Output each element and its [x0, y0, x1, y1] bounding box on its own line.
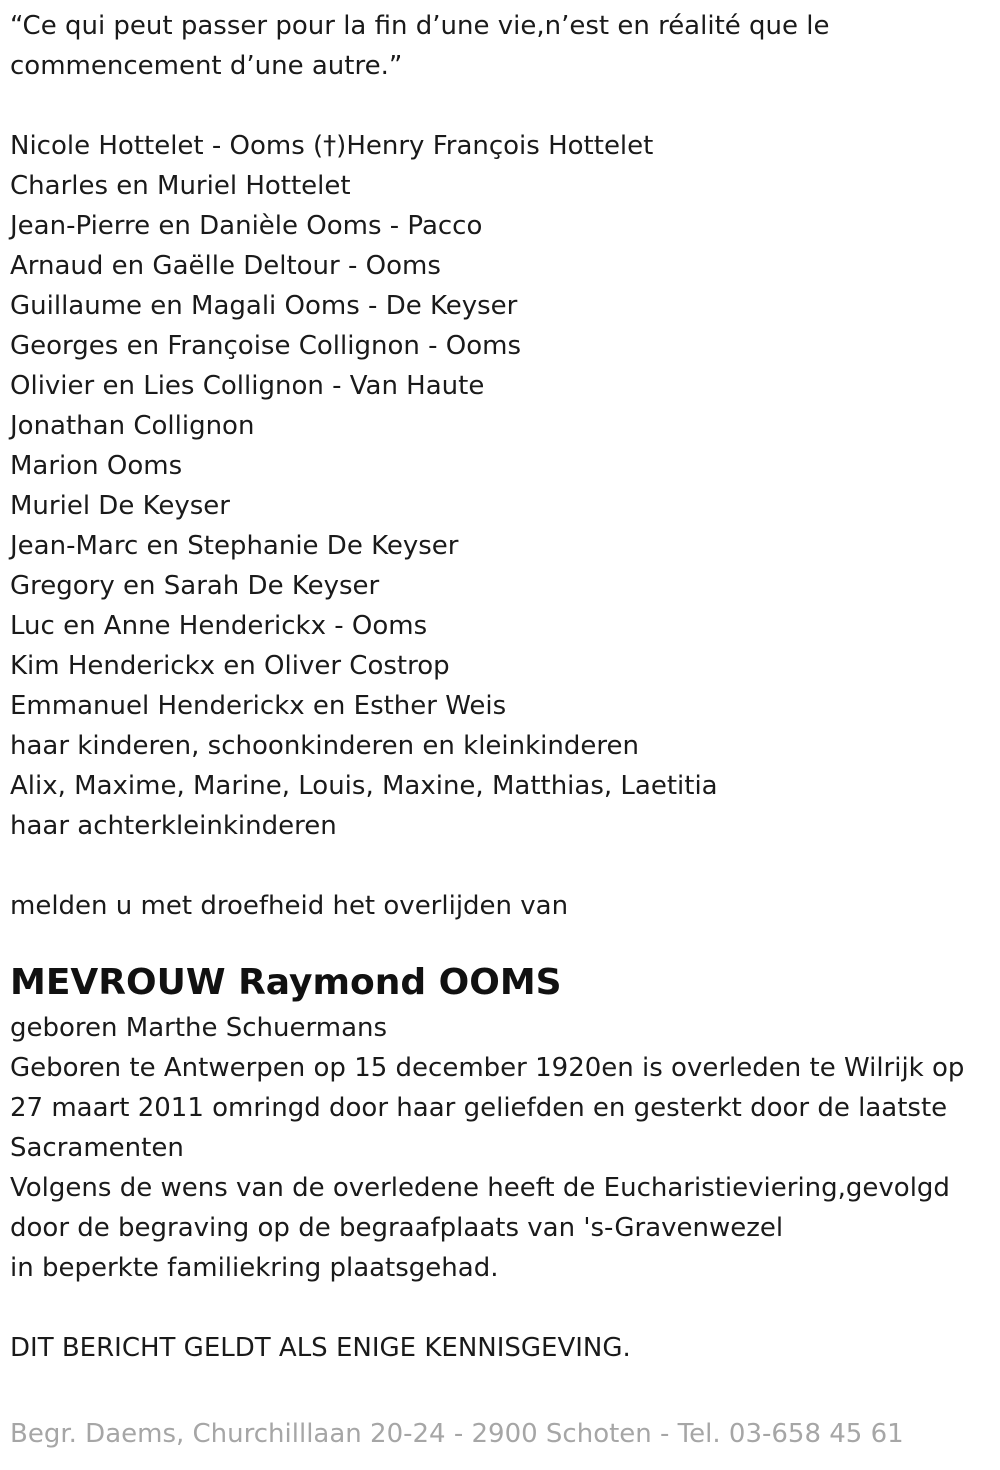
- family-line: Jean-Marc en Stephanie De Keyser: [10, 531, 459, 561]
- family-line: Marion Ooms: [10, 451, 183, 481]
- announcement-text: melden u met droefheid het overlijden van: [10, 891, 569, 921]
- deceased-section: [10, 958, 990, 1288]
- bio-line: in beperkte familiekring plaatsgehad.: [10, 1253, 499, 1283]
- family-line: Emmanuel Henderickx en Esther Weis: [10, 691, 507, 721]
- family-list: [10, 126, 990, 846]
- family-line: Georges en Françoise Collignon - Ooms: [10, 331, 521, 361]
- bio-line: door de begraving op de begraafplaats van 's-Gravenwezel: [10, 1213, 784, 1243]
- family-line: Muriel De Keyser: [10, 491, 230, 521]
- spacer: [10, 846, 990, 886]
- funeral-home-footer: Begr. Daems, Churchilllaan 20-24 - 2900 Schoten - Tel. 03-658 45 61: [10, 1419, 904, 1449]
- bio-line: Geboren te Antwerpen op 15 december 1920en is overleden te Wilrijk op: [10, 1053, 965, 1083]
- deceased-name: MEVROUW Raymond OOMS: [10, 962, 562, 1003]
- quote-line: commencement d’une autre.”: [10, 51, 403, 81]
- bio-line: 27 maart 2011 omringd door haar geliefden en gesterkt door de laatste: [10, 1093, 948, 1123]
- notice-text: DIT BERICHT GELDT ALS ENIGE KENNISGEVING.: [10, 1333, 631, 1363]
- maiden-name: geboren Marthe Schuermans: [10, 1013, 388, 1043]
- family-line: haar achterkleinkinderen: [10, 811, 337, 841]
- bio-line: Sacramenten: [10, 1133, 184, 1163]
- family-line: Olivier en Lies Collignon - Van Haute: [10, 371, 485, 401]
- family-line: haar kinderen, schoonkinderen en kleinkinderen: [10, 731, 639, 761]
- family-line: Gregory en Sarah De Keyser: [10, 571, 380, 601]
- bio-line: Volgens de wens van de overledene heeft de Eucharistieviering,gevolgd: [10, 1173, 950, 1203]
- family-line: Luc en Anne Henderickx - Ooms: [10, 611, 428, 641]
- family-line: Kim Henderickx en Oliver Costrop: [10, 651, 450, 681]
- opening-quote: [10, 6, 990, 86]
- quote-line: “Ce qui peut passer pour la fin d’une vie,n’est en réalité que le: [10, 11, 830, 41]
- family-line: Charles en Muriel Hottelet: [10, 171, 351, 201]
- family-line: Jonathan Collignon: [10, 411, 255, 441]
- family-line: Jean-Pierre en Danièle Ooms - Pacco: [10, 211, 483, 241]
- family-line: Nicole Hottelet - Ooms (†)Henry François Hottelet: [10, 131, 654, 161]
- family-line: Arnaud en Gaëlle Deltour - Ooms: [10, 251, 441, 281]
- spacer: [10, 86, 990, 126]
- spacer: [10, 1288, 990, 1328]
- spacer: [10, 926, 990, 956]
- family-line: Guillaume en Magali Ooms - De Keyser: [10, 291, 518, 321]
- family-line: Alix, Maxime, Marine, Louis, Maxine, Matthias, Laetitia: [10, 771, 718, 801]
